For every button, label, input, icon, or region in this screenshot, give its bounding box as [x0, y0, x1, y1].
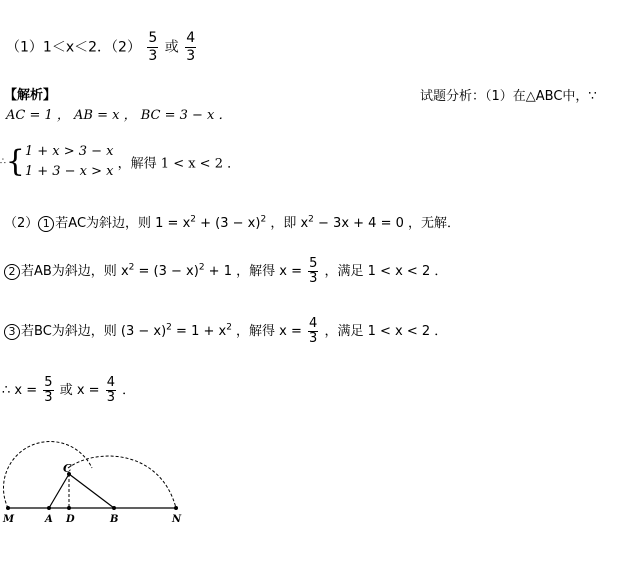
label-d: D — [66, 514, 75, 525]
final-fraction-2 — [106, 376, 116, 405]
label-c: C — [63, 462, 72, 475]
final-end: ． — [122, 383, 136, 398]
fraction-denominator: 3 — [186, 48, 196, 64]
segment-ac — [49, 474, 69, 508]
circled-3-icon: 3 — [4, 324, 20, 340]
case-3-text-d: ，满足 1 < x < 2 ． — [324, 324, 448, 339]
point-m — [6, 506, 10, 510]
exponent: 2 — [260, 214, 267, 225]
case-1-text-b: + (3 − x) — [196, 216, 261, 231]
fraction-numerator: 5 — [148, 30, 158, 46]
fraction-numerator: 5 — [309, 256, 318, 271]
part2-number: （2） — [4, 216, 39, 231]
point-n — [174, 506, 178, 510]
point-d — [67, 506, 71, 510]
answer-part2-number: （2） — [111, 39, 141, 56]
system-line-1: 1 + x > 3 − x — [24, 144, 114, 159]
analysis-heading: 【解析】 — [4, 88, 57, 103]
final-fraction-1 — [43, 376, 53, 405]
fraction-numerator: 5 — [44, 375, 53, 390]
label-b: B — [110, 514, 119, 525]
case-2-text-b: = (3 − x) — [134, 264, 199, 279]
therefore-symbol: ∴ — [0, 157, 6, 167]
answer-separator: ． — [97, 39, 112, 56]
answer-part1-number: （1） — [6, 39, 43, 56]
inequality-system — [0, 142, 240, 182]
triangle-sides: AC = 1 ， AB = x ， BC = 3 − x ． — [6, 108, 232, 123]
analysis-intro: 试题分析：（1）在△ABC中，∵ — [420, 89, 597, 104]
exponent: 2 — [190, 214, 197, 225]
exponent: 2 — [308, 214, 314, 225]
final-or: 或 — [59, 383, 73, 398]
geometry-figure — [0, 440, 200, 540]
final-text-b: x = — [76, 383, 100, 398]
circled-1-icon: 1 — [38, 216, 54, 232]
fraction-numerator: 4 — [186, 30, 196, 46]
case-2-fraction — [308, 257, 318, 286]
system-result: ，解得 1 < x < 2 ． — [117, 156, 241, 172]
case-1-line — [4, 212, 460, 232]
exponent: 2 — [128, 262, 135, 273]
answer-or: 或 — [164, 39, 179, 56]
case-2-line — [4, 257, 447, 286]
brace: { — [5, 144, 25, 179]
case-2-text-c: + 1 ，解得 x = — [204, 264, 302, 279]
fraction-denominator: 3 — [148, 48, 158, 64]
case-3-text-c: ，解得 x = — [231, 324, 302, 339]
case-1-text-a: 若AC为斜边，则 1 = x — [55, 216, 191, 231]
answer-part1-expr: 1＜x＜2 — [42, 39, 98, 56]
case-3-line — [4, 317, 447, 346]
exponent: 2 — [226, 322, 232, 333]
final-text-a: ∴ x = — [2, 383, 38, 398]
right-dashed-arc — [68, 456, 176, 508]
case-2-text-a: 若AB为斜边，则 x — [21, 264, 129, 279]
exponent: 2 — [166, 322, 172, 333]
exponent: 2 — [198, 262, 205, 273]
fraction-denominator: 3 — [309, 271, 318, 286]
system-lines — [25, 142, 114, 182]
circled-2-icon: 2 — [4, 264, 20, 280]
final-line — [2, 376, 135, 405]
case-3-fraction — [308, 317, 318, 346]
case-1-text-d: − 3x + 4 = 0 ，无解． — [313, 216, 461, 231]
case-3-text-a: 若BC为斜边，则 (3 − x) — [21, 324, 167, 339]
answer-line — [6, 30, 198, 65]
point-b — [112, 506, 116, 510]
case-1-text-c: ，即 x — [266, 216, 309, 231]
left-dashed-arc — [3, 441, 92, 508]
segment-cb — [69, 474, 114, 508]
case-2-text-d: ，满足 1 < x < 2 ． — [324, 264, 448, 279]
answer-fraction-4-3 — [185, 30, 196, 65]
fraction-denominator: 3 — [44, 390, 53, 405]
label-a: A — [45, 514, 53, 525]
label-n: N — [172, 514, 182, 525]
label-m: M — [3, 514, 15, 525]
fraction-numerator: 4 — [309, 316, 318, 331]
fraction-denominator: 3 — [309, 331, 318, 346]
fraction-numerator: 4 — [106, 375, 115, 390]
fraction-denominator: 3 — [106, 390, 115, 405]
point-a — [47, 506, 51, 510]
case-3-text-b: = 1 + x — [171, 324, 227, 339]
system-line-2: 1 + 3 − x > x — [24, 164, 114, 179]
answer-fraction-5-3 — [147, 30, 158, 65]
